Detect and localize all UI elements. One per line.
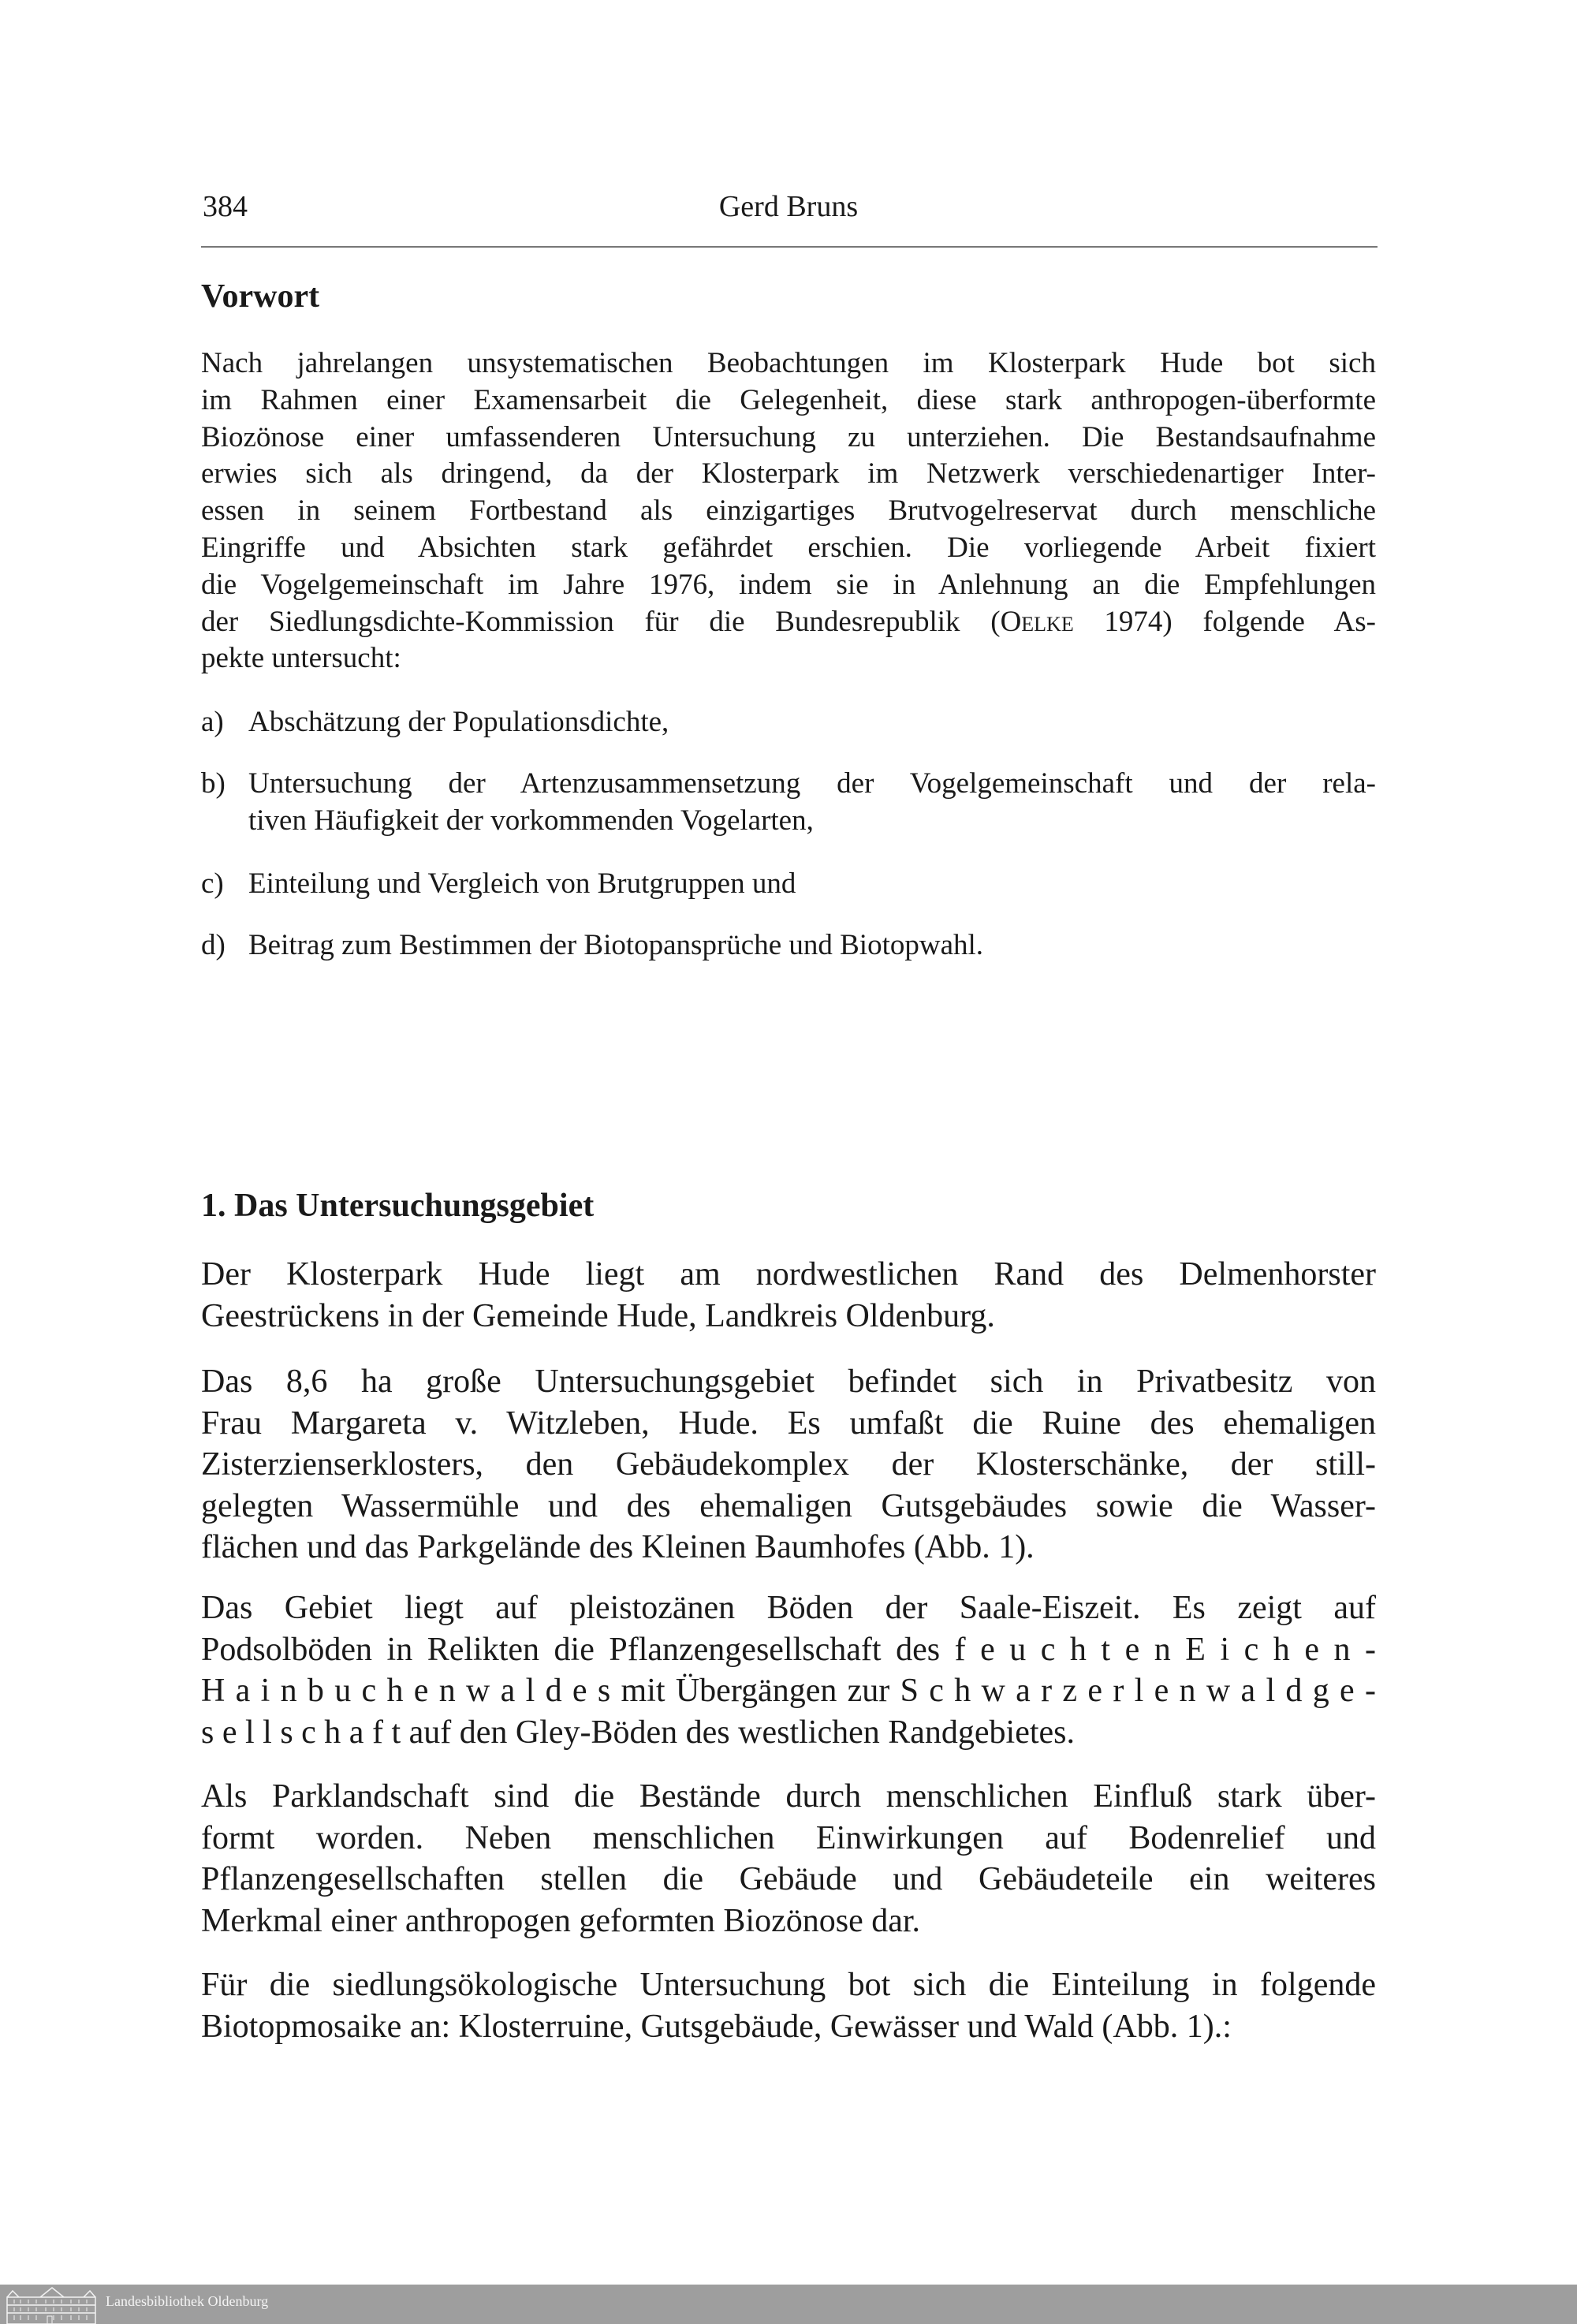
footer-bar bbox=[0, 2285, 1577, 2324]
text-line: Biozönose einer umfassenderen Untersuchung zu unterziehen. Die Bestandsaufnahme bbox=[201, 420, 1376, 453]
text-line: pekte untersucht: bbox=[201, 642, 401, 675]
list-item-label: a) bbox=[201, 706, 224, 738]
foreword-paragraph bbox=[201, 345, 1376, 677]
text-line: Merkmal einer anthropogen geformten Biozönose dar. bbox=[201, 1902, 921, 1939]
paragraph bbox=[201, 1254, 1376, 1337]
text-line: Als Parklandschaft sind die Bestände durch menschlichen Einfluß stark über- bbox=[201, 1778, 1376, 1815]
text-line: Einteilung und Vergleich von Brutgruppen und bbox=[248, 867, 796, 900]
text-line: Beitrag zum Bestimmen der Biotopansprüche und Biotopwahl. bbox=[248, 929, 984, 961]
running-head: Gerd Bruns bbox=[718, 190, 859, 223]
paragraph bbox=[201, 1587, 1376, 1753]
list-item-label: b) bbox=[201, 767, 226, 800]
page-number: 384 bbox=[203, 190, 248, 223]
text-line: formt worden. Neben menschlichen Einwirkungen auf Bodenrelief und bbox=[201, 1819, 1376, 1856]
paragraph bbox=[201, 1964, 1376, 2047]
library-building-logo-icon bbox=[5, 2286, 98, 2324]
text-line: Pflanzengesellschaften stellen die Gebäude und Gebäudeteile ein weiteres bbox=[201, 1861, 1376, 1898]
text-line: flächen und das Parkgelände des Kleinen Baumhofes (Abb. 1). bbox=[201, 1529, 1035, 1566]
text-line: der Siedlungsdichte-Kommission für die Bundesrepublik (Oelke 1974) folgende As- bbox=[201, 605, 1376, 638]
text-line: Nach jahrelangen unsystematischen Beobachtungen im Klosterpark Hude bot sich bbox=[201, 347, 1376, 379]
text-line: Der Klosterpark Hude liegt am nordwestlichen Rand des Delmenhorster bbox=[201, 1256, 1376, 1293]
text-line: Zisterzienserklosters, den Gebäudekomplex der Klosterschänke, der still- bbox=[201, 1446, 1376, 1483]
list-item-text bbox=[248, 704, 1376, 741]
text-line: Untersuchung der Artenzusammensetzung der Vogelgemeinschaft und der rela- bbox=[248, 767, 1376, 800]
list-item-text bbox=[248, 866, 1376, 903]
text-line: Podsolböden in Relikten die Pflanzengesellschaft des f e u c h t e n E i c h e n - bbox=[201, 1631, 1376, 1668]
text-line: die Vogelgemeinschaft im Jahre 1976, indem sie in Anlehnung an die Empfehlungen bbox=[201, 568, 1376, 601]
text-line: essen in seinem Fortbestand als einzigartiges Brutvogelreservat durch menschliche bbox=[201, 494, 1376, 528]
text-line: erwies sich als dringend, da der Klosterpark im Netzwerk verschiedenartiger Inter- bbox=[201, 457, 1376, 491]
foreword-heading: Vorwort bbox=[201, 278, 320, 315]
library-name: Landesbibliothek Oldenburg bbox=[106, 2293, 269, 2309]
text-line: Das Gebiet liegt auf pleistozänen Böden der Saale-Eiszeit. Es zeigt auf bbox=[201, 1590, 1376, 1626]
list-item-text bbox=[248, 766, 1376, 840]
paragraph bbox=[201, 1776, 1376, 1942]
text-line: Eingriffe und Absichten stark gefährdet erschien. Die vorliegende Arbeit fixiert bbox=[201, 531, 1376, 564]
text-line: im Rahmen einer Examensarbeit die Gelegenheit, diese stark anthropogen-überformte bbox=[201, 383, 1376, 416]
list-item-label: d) bbox=[201, 929, 226, 961]
list-item-text bbox=[248, 927, 1376, 964]
list-item-label: c) bbox=[201, 867, 224, 900]
text-line: Geestrückens in der Gemeinde Hude, Landkreis Oldenburg. bbox=[201, 1297, 995, 1334]
text-line: Abschätzung der Populationsdichte, bbox=[248, 706, 669, 738]
text-line: tiven Häufigkeit der vorkommenden Vogelarten, bbox=[248, 804, 814, 837]
text-line: Für die siedlungsökologische Untersuchung bot sich die Einteilung in folgende bbox=[201, 1967, 1376, 2003]
text-line: s e l l s c h a f t auf den Gley-Böden des westlichen Randgebietes. bbox=[201, 1714, 1076, 1751]
paragraph bbox=[201, 1361, 1376, 1569]
text-line: Das 8,6 ha große Untersuchungsgebiet befindet sich in Privatbesitz von bbox=[201, 1363, 1376, 1400]
text-line: H a i n b u c h e n w a l d e s mit Übergängen zur S c h w a r z e r l e n w a l d g e - bbox=[201, 1673, 1376, 1710]
text-line: Biotopmosaike an: Klosterruine, Gutsgebäude, Gewässer und Wald (Abb. 1).: bbox=[201, 2008, 1232, 2045]
text-line: Frau Margareta v. Witzleben, Hude. Es umfaßt die Ruine des ehemaligen bbox=[201, 1404, 1376, 1442]
header-rule bbox=[201, 246, 1378, 248]
text-line: gelegten Wassermühle und des ehemaligen Gutsgebäudes sowie die Wasser- bbox=[201, 1487, 1376, 1524]
section-heading: 1. Das Untersuchungsgebiet bbox=[201, 1188, 595, 1224]
